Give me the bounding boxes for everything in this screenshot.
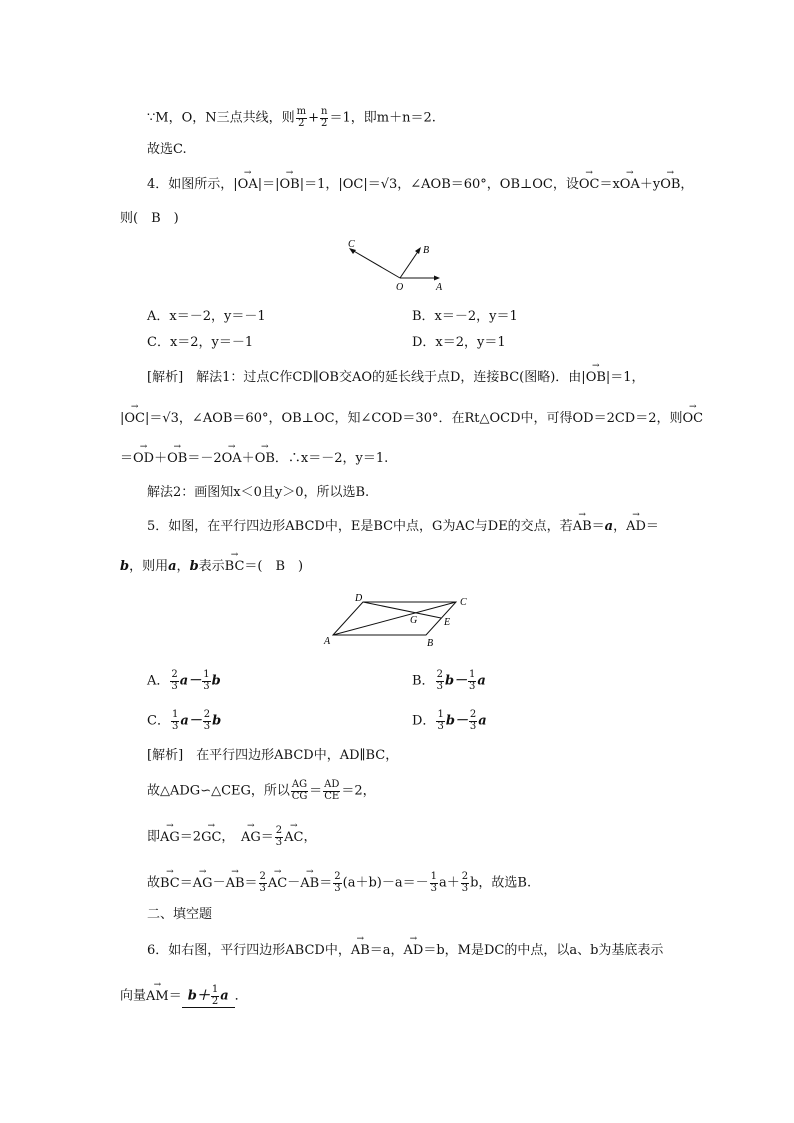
option-a: A．x＝－2，y＝－1 [147,309,266,324]
text-line-collinear: ∵M，O，N三点共线，则 $\frac{m}{2}$ + $\frac{n}{2}$ ＝1，即m＋n＝2. [147,106,436,129]
option-b: B．x＝－2，y＝1 [412,309,518,324]
label-a: A [324,636,331,647]
solution-4-line-1: [解析] 解法1：过点C作CD∥OB交AO的延长线于点D，连接BC(图略)．由|→ OB|＝1， [147,371,645,384]
question-5: 5．如图，在平行四边形ABCD中，E是BC中点，G为AC与DE的交点，若→ AB＝a，→ AD＝ [147,520,659,533]
solution-5-line-4: 故→ BC＝→ AG－→ AB＝ $\frac{2}{3}$ → AC－→ AB＝ $\frac{2}{3}$ (a＋b)－a＝－ $\frac{1}{3}$ a＋ $\frac{2}{3}$ b，故选B. [147,872,531,894]
fraction: $\frac{n}{2}$ [321,106,328,129]
question-4: 4．如图所示，|→ OA|＝|→ OB|＝1，|OC|＝√3，∠AOB＝60°，OB⊥OC，设→ OC＝x→ OA＋y→ OB， [147,178,693,191]
label-c: C [460,597,467,608]
solution-5-line-2: 故△ADG∽△CEG，所以 $\frac{AG}{CG}$ ＝ $\frac{AD}{CE}$ ＝2， [147,779,376,802]
text-line-choose-c: 故选C. [147,142,187,157]
section-heading: 二、填空题 [147,907,213,922]
solution-5-line-1: [解析] 在平行四边形ABCD中，AD∥BC， [147,748,399,763]
figure-parallelogram [318,590,478,650]
option-c: C． $\frac{1}{3}$ a－ $\frac{2}{3}$ b [147,709,222,732]
label-a: A [436,282,443,292]
solution-4-line-4: 解法2：画图知x＜0且y＞0，所以选B. [147,485,370,500]
option-d: D． $\frac{1}{3}$ b－ $\frac{2}{3}$ a [412,709,487,732]
label-o: O [396,282,404,292]
option-c: C．x＝2，y＝－1 [147,335,254,350]
option-a: A． $\frac{2}{3}$ a－ $\frac{1}{3}$ b [147,669,221,692]
answer-blank: b＋ $\frac{1}{2}$ a [182,985,235,1008]
label-d: D [355,593,363,604]
label-b: B [423,245,430,256]
question-4-answer: 则( B ) [120,211,179,226]
fraction: $\frac{m}{2}$ [296,106,307,129]
question-6-line-2: 向量→ AM＝ b＋ $\frac{1}{2}$ a ． [120,985,248,1008]
solution-4-line-2: |→ OC|＝√3，∠AOB＝60°，OB⊥OC，知∠COD＝30°．在Rt△OCD中，可得OD＝2CD＝2，则→ OC [120,412,703,425]
option-d: D．x＝2，y＝1 [412,335,506,350]
solution-5-line-3: 即→ AG＝2→ GC， → AG＝ $\frac{2}{3}$ → AC， [147,826,316,848]
label-g: G [410,615,418,626]
label-b: B [427,638,434,649]
option-b: B． $\frac{2}{3}$ b－ $\frac{1}{3}$ a [412,669,486,692]
figure-vectors-oabc [340,236,450,292]
question-5-line-2: b，则用a，b表示→ BC＝( B ) [120,560,303,573]
label-e: E [444,617,451,628]
solution-4-line-3: ＝→ OD＋→ OB＝－2→ OA＋→ OB．∴x＝－2，y＝1. [120,452,388,465]
label-c: C [348,239,355,250]
question-6: 6．如右图，平行四边形ABCD中，→ AB＝a，→ AD＝b，M是DC的中点，以a、b为基底表示 [147,944,663,957]
